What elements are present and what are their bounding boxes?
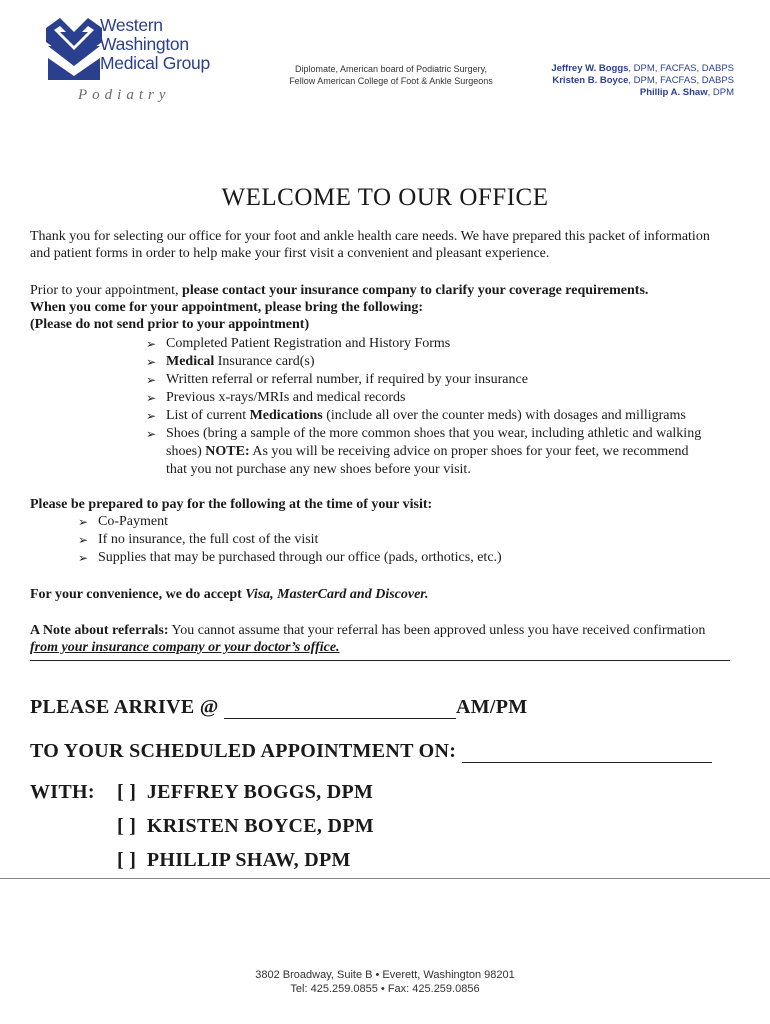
list-item: ➢ List of current Medications (include all over the counter meds) with dosages and milligrams (146, 407, 736, 425)
list-item: ➢ Co-Payment (78, 513, 678, 531)
doctor-list (551, 63, 734, 99)
doctor-line: Phillip A. Shaw, DPM (639, 87, 734, 98)
referral-note: A Note about referrals: You cannot assume that your referral has been approved unless you have received confirmation from your insurance company or your doctor’s office. (30, 623, 706, 655)
list-item: ➢ Previous x-rays/MRIs and medical records (146, 389, 736, 407)
with-label: WITH: (30, 781, 95, 803)
list-item: ➢ Supplies that may be purchased through our office (pads, orthotics, etc.) (78, 549, 678, 567)
cards-accepted: For your convenience, we do accept Visa, MasterCard and Discover. (30, 587, 429, 602)
divider (30, 660, 730, 661)
doctor-option[interactable]: [ ] KRISTEN BOYCE, DPM (117, 815, 374, 837)
list-item: ➢ If no insurance, the full cost of the visit (78, 531, 678, 549)
list-item: ➢ Medical Insurance card(s) (146, 353, 736, 371)
scheduled-line: TO YOUR SCHEDULED APPOINTMENT ON: (30, 740, 712, 763)
doctor-line: Kristen B. Boyce, DPM, FACFAS, DABPS (552, 75, 734, 86)
divider (0, 878, 770, 879)
intro-paragraph: Thank you for selecting our office for your foot and ankle health care needs. We have prepared this packet of information and patient forms in order to help make your first visit a convenient and pleasant experience. (30, 229, 710, 261)
doctor-option[interactable]: [ ] JEFFREY BOGGS, DPM (117, 781, 374, 803)
pay-heading: Please be prepared to pay for the following at the time of your visit: (30, 497, 433, 512)
footer-contact: 3802 Broadway, Suite B • Everett, Washington 98201 Tel: 425.259.0855 • Fax: 425.259.0856 (255, 969, 515, 995)
board-credentials: Diplomate, American board of Podiatric Surgery, Fellow American College of Foot & Ankle Surgeons (289, 64, 493, 86)
arrive-time-blank[interactable] (224, 700, 456, 719)
list-item: ➢ Completed Patient Registration and History Forms (146, 335, 736, 353)
logo-wordmark: Western Washington Medical Group (100, 15, 210, 73)
bring-section: Prior to your appointment, please contact your insurance company to clarify your coverage requirements. When you come for your appointment, please bring the following: (Please do not send prior to your appointment) (30, 283, 649, 332)
wwmg-logo-icon (46, 18, 102, 80)
doctor-line: Jeffrey W. Boggs, DPM, FACFAS, DABPS (551, 63, 734, 74)
logo-subtitle: Podiatry (78, 87, 171, 103)
checkbox: [ ] (117, 781, 137, 803)
arrive-line: PLEASE ARRIVE @ AM/PM (30, 696, 528, 718)
list-item: ➢ Shoes (bring a sample of the more common shoes that you wear, including athletic and walking shoes) NOTE: As you will be receiving advice on proper shoes for your feet, we recommend that you not purchase any new shoes before your visit. (146, 425, 711, 479)
checkbox: [ ] (117, 849, 137, 871)
list-item: ➢ Written referral or referral number, if required by your insurance (146, 371, 736, 389)
page-title: WELCOME TO OUR OFFICE (221, 184, 549, 211)
checkbox: [ ] (117, 815, 137, 837)
doctor-option[interactable]: [ ] PHILLIP SHAW, DPM (117, 849, 351, 871)
bring-list (146, 335, 736, 479)
pay-list (78, 513, 678, 567)
appointment-date-blank[interactable] (462, 744, 712, 763)
